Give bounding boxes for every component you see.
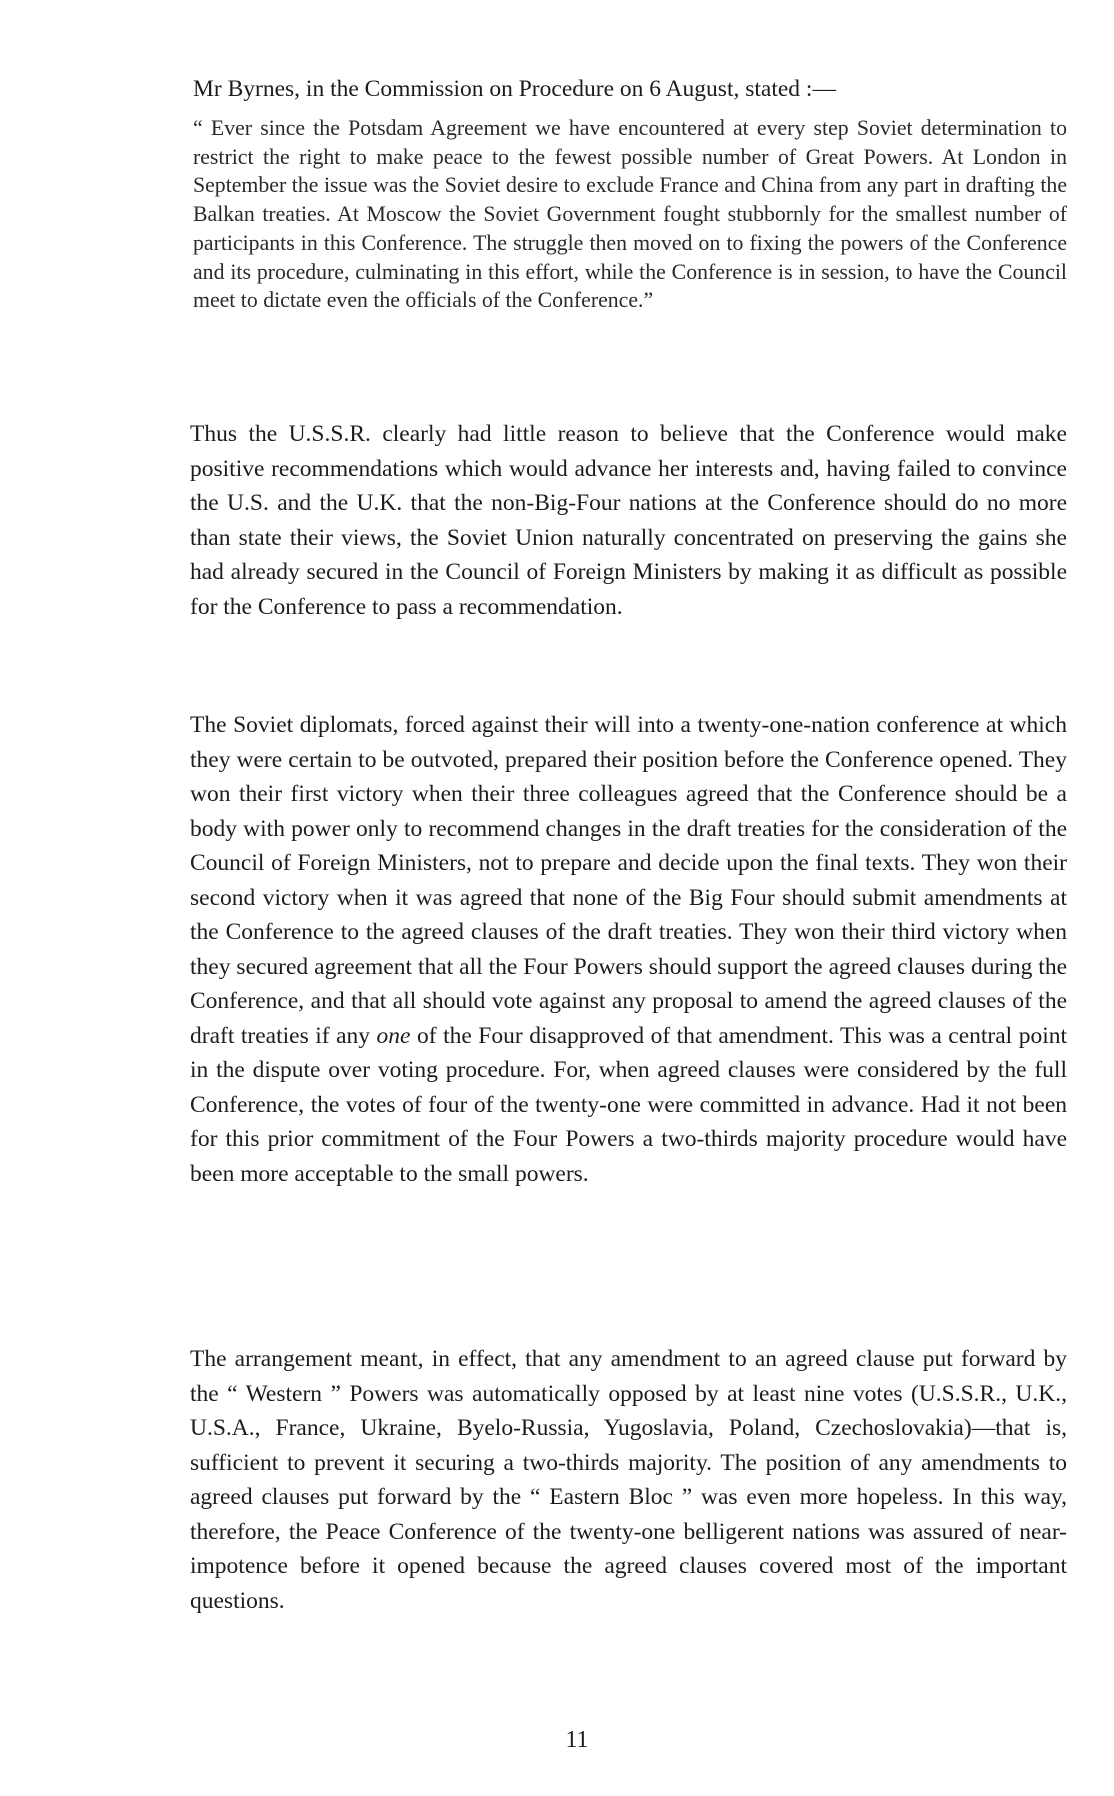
intro-line: Mr Byrnes, in the Commission on Procedure on 6 August, stated :— [193,76,836,102]
page-number: 11 [565,1727,589,1753]
paragraph-arrangement: The arrangement meant, in effect, that any amendment to an agreed clause put forward by the “ Western ” Powers was automatically opposed by at least nine votes (U.S.S.R., U.K., U.S.A., France, Ukraine, Byelo-Russia, Yugoslavia, Poland, Czechoslovakia)—that is, sufficient to prevent it securing a two-thirds majority. The position of any amendments to agreed clauses put forward by the “ Eastern Bloc ” was even more hopeless. In this way, therefore, the Peace Conference of the twenty-one belligerent nations was assured of near-impotence before it opened because the agreed clauses covered most of the important questions. [190,1346,1067,1614]
paragraph-soviet-victories [190,708,1067,1191]
byrnes-quotation: “ Ever since the Potsdam Agreement we have encountered at every step Soviet determination to restrict the right to make peace to the fewest possible number of Great Powers. At London in September the issue was the Soviet desire to exclude France and China from any part in drafting the Balkan treaties. At Moscow the Soviet Government fought stubbornly for the smallest number of participants in this Conference. The struggle then moved on to fixing the powers of the Conference and its procedure, culminating in this effort, while the Conference is in session, to have the Council meet to dictate even the officials of the Conference.” [193,116,1067,313]
paragraph-text-part: of the Four disapproved of that amendment. This was a central point in the dispute over voting procedure. For, when agreed clauses were considered by the full Conference, the votes of four of the twenty-one were committed in advance. Had it not been for this prior commitment of the Four Powers a two-thirds majority procedure would have been more acceptable to the small powers. [190,1022,1068,1187]
emphasized-word: one [376,1022,411,1049]
paragraph-text-part: The Soviet diplomats, forced against their will into a twenty-one-nation conference at which they were certain to be outvoted, prepared their position before the Conference opened. They won their first victory when their three colleagues agreed that the Conference should be a body with power only to recommend changes in the draft treaties for the consideration of the Council of Foreign Ministers, not to prepare and decide upon the final texts. They won their second victory when it was agreed that none of the Big Four should submit amendments at the Conference to the agreed clauses of the draft treaties. They won their third victory when they secured agreement that all the Four Powers should support the agreed clauses during the Conference, and that all should vote against any proposal to amend the agreed clauses of the draft treaties if any [190,712,1067,1049]
paragraph-soviet-reasoning: Thus the U.S.S.R. clearly had little reason to believe that the Conference would make positive recommendations which would advance her interests and, having failed to convince the U.S. and the U.K. that the non-Big-Four nations at the Conference should do no more than state their views, the Soviet Union naturally concentrated on preserving the gains she had already secured in the Council of Foreign Ministers by making it as difficult as possible for the Conference to pass a recommendation. [190,421,1067,620]
